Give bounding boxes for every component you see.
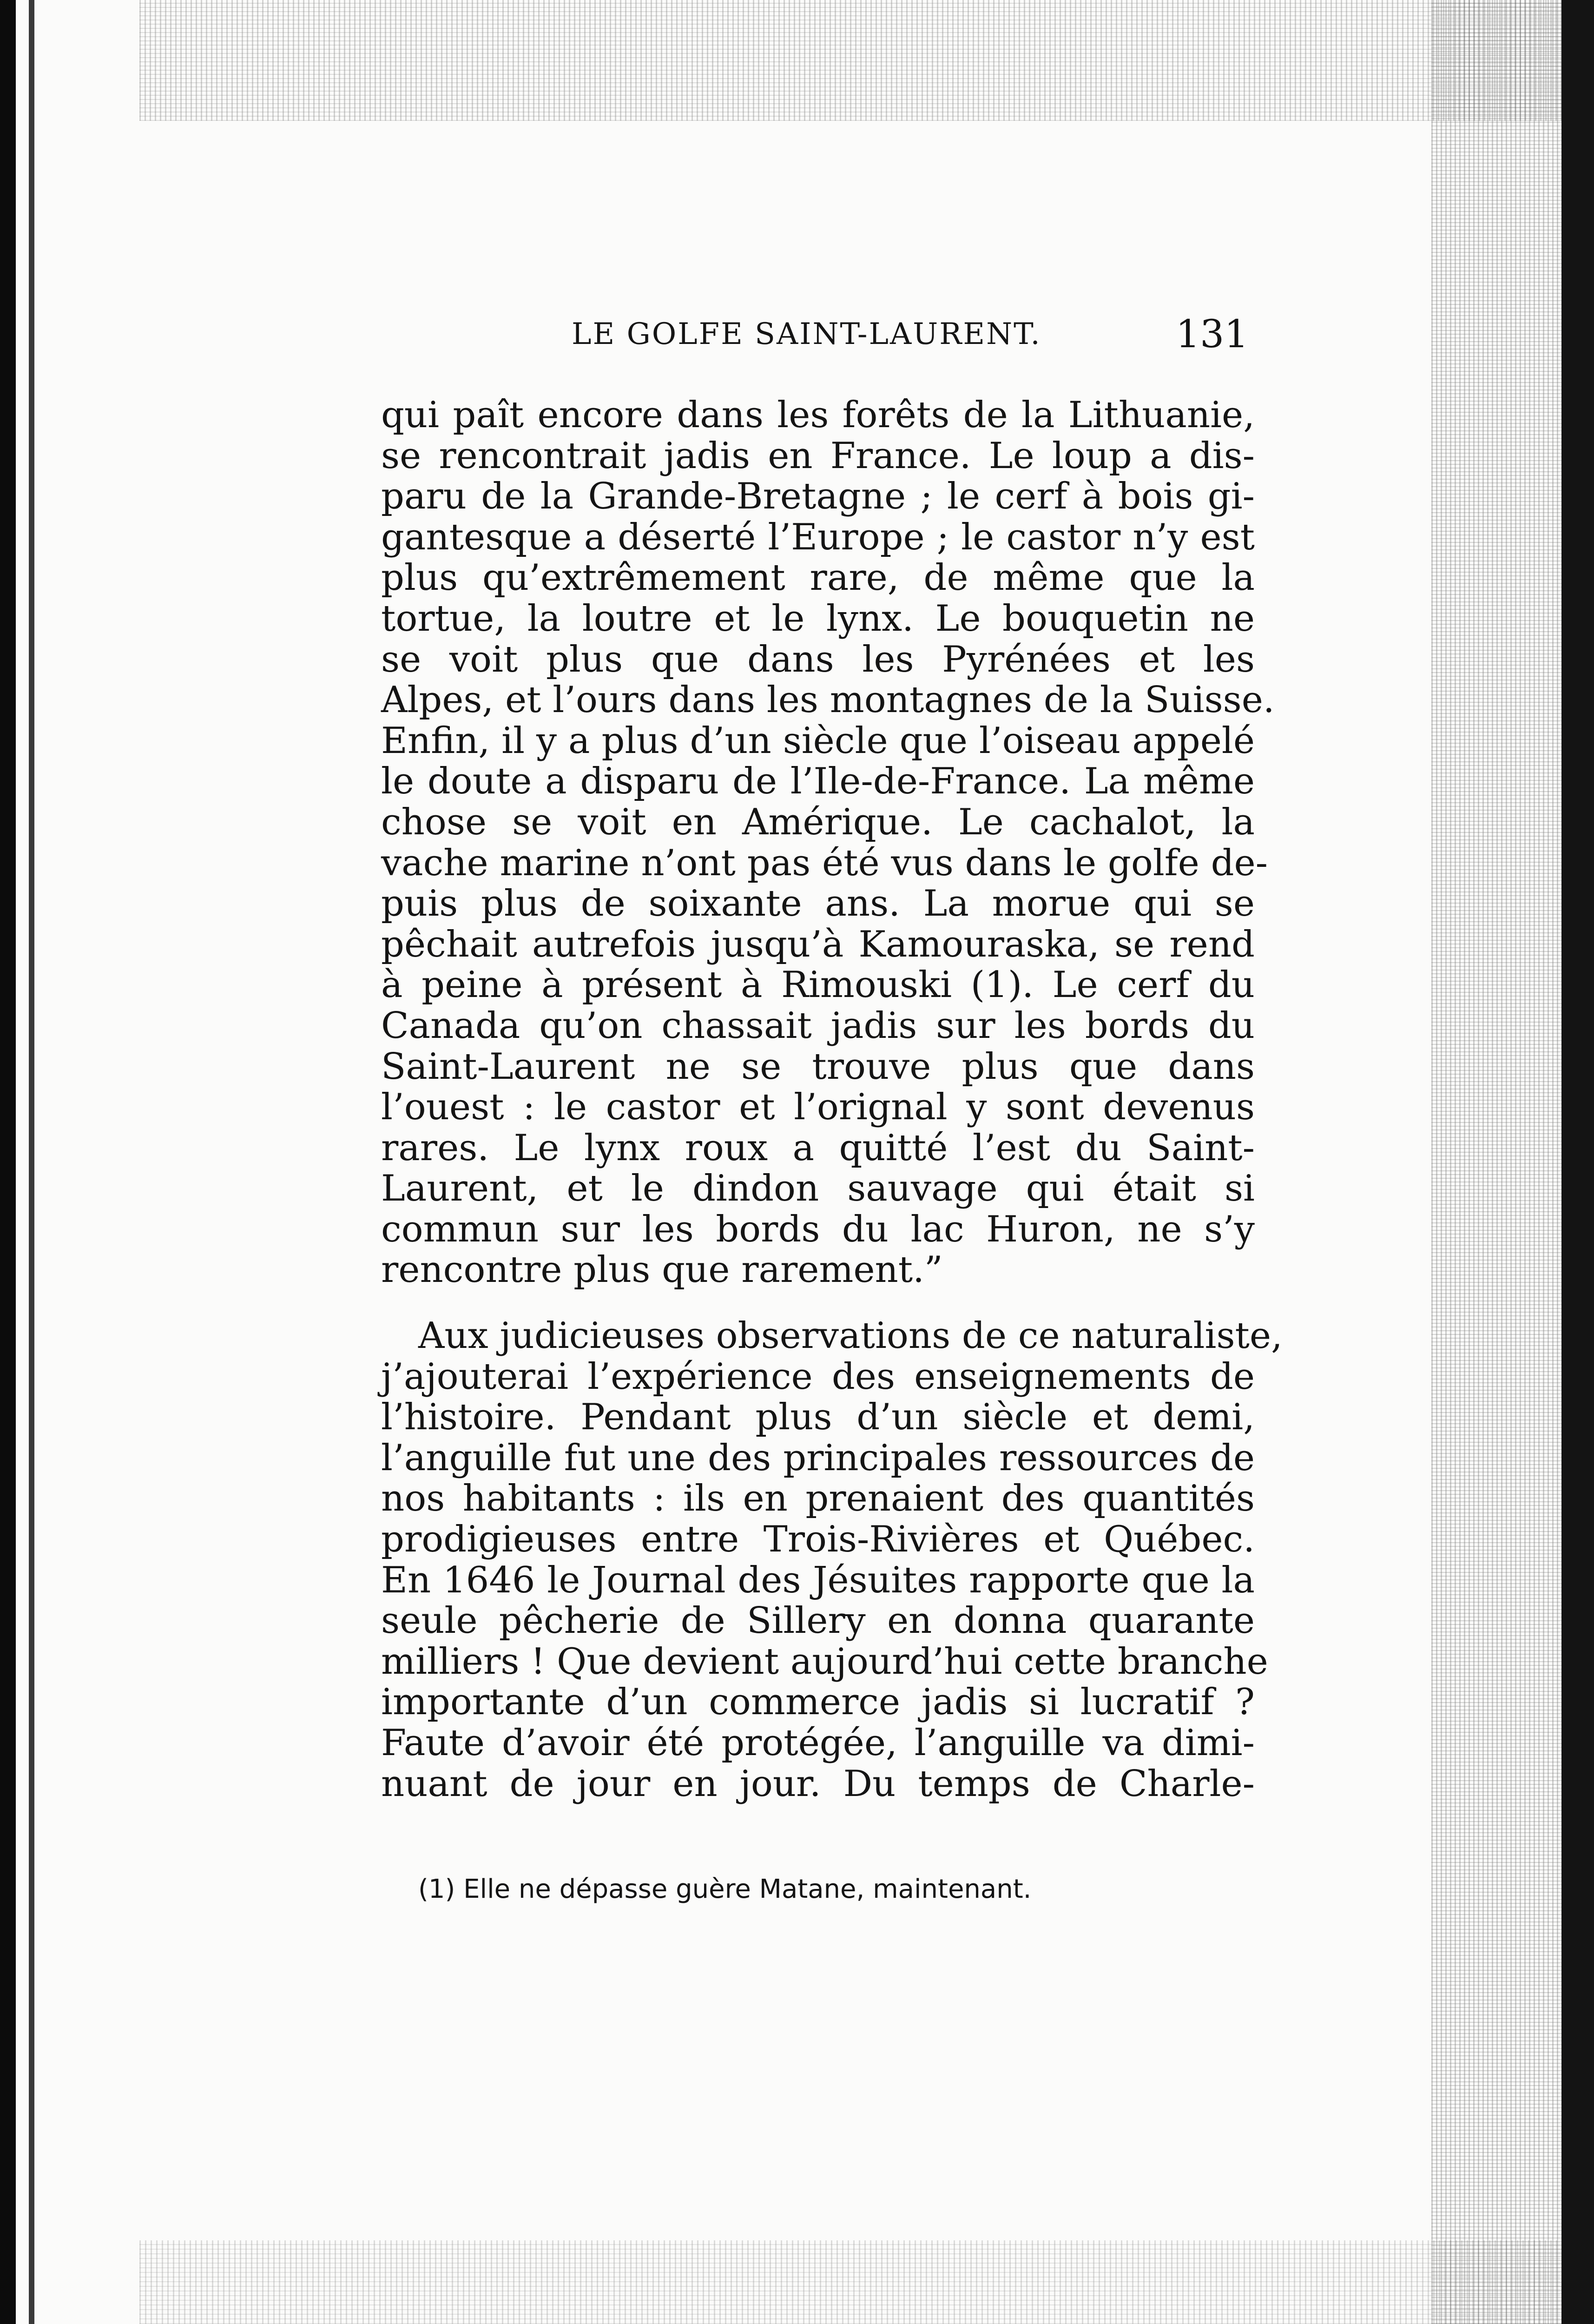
text-line: plus qu’extrêmement rare, de même que la [381, 557, 1255, 599]
paragraph-gap [381, 1291, 1255, 1316]
text-line: pêchait autrefois jusqu’à Kamouraska, se rend [381, 923, 1255, 965]
text-line: prodigieuses entre Trois-Rivières et Québec. [381, 1519, 1255, 1561]
text-line: importante d’un commerce jadis si lucratif ? [381, 1681, 1255, 1723]
text-line: j’ajouterai l’expérience des enseignements de [381, 1355, 1255, 1398]
scan-noise-top [139, 0, 1561, 121]
text-line: Alpes, et l’ours dans les montagnes de la Suisse. [381, 679, 1275, 721]
text-line: gantesque a déserté l’Europe ; le castor n’y est [381, 516, 1255, 558]
text-line: En 1646 le Journal des Jésuites rapporte que la [381, 1559, 1255, 1601]
text-line: seule pêcherie de Sillery en donna quarante [381, 1600, 1255, 1642]
scan-noise-bottom [139, 2240, 1561, 2324]
text-line: qui paît encore dans les forêts de la Lithuanie, [381, 394, 1255, 436]
text-line: l’histoire. Pendant plus d’un siècle et demi, [381, 1396, 1255, 1439]
running-title: LE GOLFE SAINT-LAURENT. [572, 317, 1041, 351]
text-line: à peine à présent à Rimouski (1). Le cerf du [381, 964, 1255, 1006]
text-line: Faute d’avoir été protégée, l’anguille va dimi- [381, 1722, 1255, 1764]
text-line: le doute a disparu de l’Ile-de-France. La même [381, 760, 1255, 803]
text-line: l’ouest : le castor et l’orignal y sont devenus [381, 1086, 1255, 1129]
text-line: paru de la Grande-Bretagne ; le cerf à bois gi- [381, 475, 1255, 518]
text-line: milliers ! Que devient aujourd’hui cette branche [381, 1640, 1268, 1683]
paragraph-2 [381, 1315, 1283, 1805]
text-line: l’anguille fut une des principales ressources de [381, 1437, 1255, 1479]
text-line: se voit plus que dans les Pyrénées et les [381, 638, 1255, 680]
text-line: Aux judicieuses observations de ce naturaliste, [418, 1315, 1283, 1357]
text-line: chose se voit en Amérique. Le cachalot, la [381, 801, 1255, 843]
paragraph-1 [381, 394, 1275, 1291]
text-line: vache marine n’ont pas été vus dans le golfe de- [381, 842, 1268, 884]
text-line: rencontre plus que rarement.” [381, 1249, 943, 1291]
scan-noise-right [1431, 0, 1561, 2324]
text-line: se rencontrait jadis en France. Le loup a dis- [381, 435, 1255, 477]
footnote: (1) Elle ne dépasse guère Matane, maintenant. [418, 1874, 1032, 1904]
text-line: Laurent, et le dindon sauvage qui était si [381, 1168, 1255, 1210]
page-number: 131 [1176, 312, 1249, 357]
scan-border-right [1561, 0, 1594, 2324]
text-line: puis plus de soixante ans. La morue qui se [381, 883, 1255, 925]
scan-border-left [0, 0, 16, 2324]
text-line: commun sur les bords du lac Huron, ne s’y [381, 1208, 1255, 1250]
body-text [381, 394, 1283, 1805]
text-line: Canada qu’on chassait jadis sur les bords du [381, 1004, 1255, 1047]
text-line: nuant de jour en jour. Du temps de Charle- [381, 1763, 1255, 1805]
text-line: Enfin, il y a plus d’un siècle que l’oiseau appelé [381, 720, 1255, 762]
text-line: nos habitants : ils en prenaient des quantités [381, 1478, 1255, 1520]
scan-border-left-inner [29, 0, 34, 2324]
text-line: tortue, la loutre et le lynx. Le bouquetin ne [381, 597, 1255, 640]
text-line: rares. Le lynx roux a quitté l’est du Saint- [381, 1127, 1255, 1169]
text-line: Saint-Laurent ne se trouve plus que dans [381, 1045, 1255, 1088]
